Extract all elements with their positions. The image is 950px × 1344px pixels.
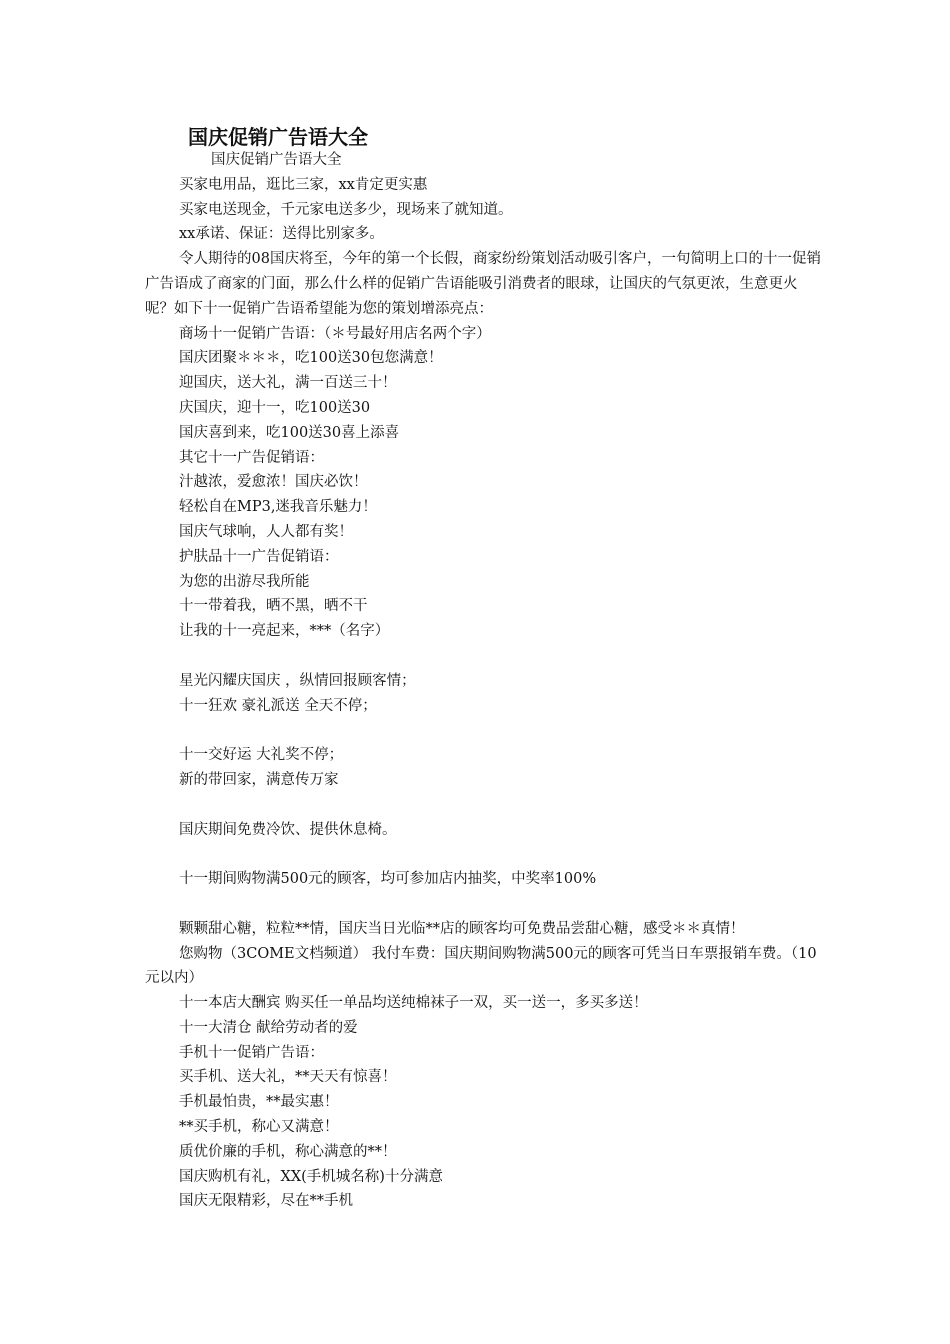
paragraph-line: 质优价廉的手机，称心满意的**！ xyxy=(179,1143,397,1160)
intro-paragraph: 令人期待的08国庆将至，今年的第一个长假，商家纷纷策划活动吸引客户，一句简明上口的十一促销广告语成了商家的门面，那么什么样的促销广告语能吸引消费者的眼球，让国庆的气氛更浓，生意更火呢？如下十一促销广告语希望能为您的策划增添亮点： xyxy=(145,251,821,317)
paragraph-line: 十一本店大酬宾 购买任一单品均送纯棉袜子一双，买一送一，多买多送！ xyxy=(179,995,648,1012)
blank-line xyxy=(145,718,825,743)
document-body xyxy=(145,148,825,1214)
paragraph-line: 国庆无限精彩，尽在**手机 xyxy=(179,1193,353,1210)
paragraph-line: 买手机、送大礼，**天天有惊喜！ xyxy=(179,1069,397,1086)
paragraph-line: 迎国庆，送大礼，满一百送三十！ xyxy=(179,375,397,392)
blank-line xyxy=(145,842,825,867)
paragraph-line: 国庆气球响，人人都有奖！ xyxy=(179,523,353,540)
paragraph-line: 新的带回家，满意传万家 xyxy=(179,771,339,788)
section-heading-skincare: 护肤品十一广告促销语： xyxy=(179,548,339,565)
paragraph-line: 买家电送现金，千元家电送多少，现场来了就知道。 xyxy=(179,201,513,218)
paragraph-line: **买手机，称心又满意！ xyxy=(179,1119,339,1136)
paragraph-line: 轻松自在MP3,迷我音乐魅力！ xyxy=(179,499,377,516)
section-heading-mall: 商场十一促销广告语：（＊号最好用店名两个字） xyxy=(179,325,491,342)
document-title: 国庆促销广告语大全 xyxy=(188,125,368,149)
paragraph-line: 颗颗甜心糖，粒粒**情，国庆当日光临**店的顾客均可免费品尝甜心糖，感受＊＊真情！ xyxy=(179,920,745,937)
blank-line xyxy=(145,793,825,818)
paragraph-line: 星光闪耀庆国庆 ，纵情回报顾客情； xyxy=(179,672,416,689)
paragraph-line: 汁越浓，爱愈浓！国庆必饮！ xyxy=(179,474,368,491)
section-heading-other: 其它十一广告促销语： xyxy=(179,449,324,466)
paragraph-line: 国庆期间免费冷饮、提供休息椅。 xyxy=(179,821,397,838)
paragraph-line: 买家电用品，逛比三家，xx肯定更实惠 xyxy=(179,176,428,193)
paragraph-line: xx承诺、保证：送得比别家多。 xyxy=(179,226,384,243)
paragraph-line: 十一带着我，晒不黑，晒不干 xyxy=(179,598,368,615)
paragraph-line: 庆国庆，迎十一，吃100送30 xyxy=(179,399,371,416)
paragraph-line: 国庆喜到来，吃100送30喜上添喜 xyxy=(179,424,400,441)
document-subtitle: 国庆促销广告语大全 xyxy=(211,152,342,168)
paragraph-line: 国庆团聚＊＊＊，吃100送30包您满意！ xyxy=(179,350,443,367)
paragraph-line: 国庆购机有礼，XX(手机城名称)十分满意 xyxy=(179,1168,443,1185)
paragraph-line: 十一期间购物满500元的顾客，均可参加店内抽奖，中奖率100% xyxy=(179,871,597,888)
paragraph-line: 十一狂欢 豪礼派送 全天不停； xyxy=(179,697,377,714)
section-heading-phone: 手机十一促销广告语： xyxy=(179,1044,324,1061)
paragraph-line: 让我的十一亮起来，***（名字） xyxy=(179,623,390,640)
blank-line xyxy=(145,892,825,917)
paragraph-line: 十一交好运 大礼奖不停； xyxy=(179,747,344,764)
paragraph-line: 您购物（3COME文档频道） 我付车费：国庆期间购物满500元的顾客可凭当日车票报销车费。（10元以内） xyxy=(145,945,817,987)
paragraph-line: 十一大清仓 献给劳动者的爱 xyxy=(179,1019,358,1036)
paragraph-line: 手机最怕贵，**最实惠！ xyxy=(179,1094,339,1111)
blank-line xyxy=(145,644,825,669)
paragraph-line: 为您的出游尽我所能 xyxy=(179,573,310,590)
